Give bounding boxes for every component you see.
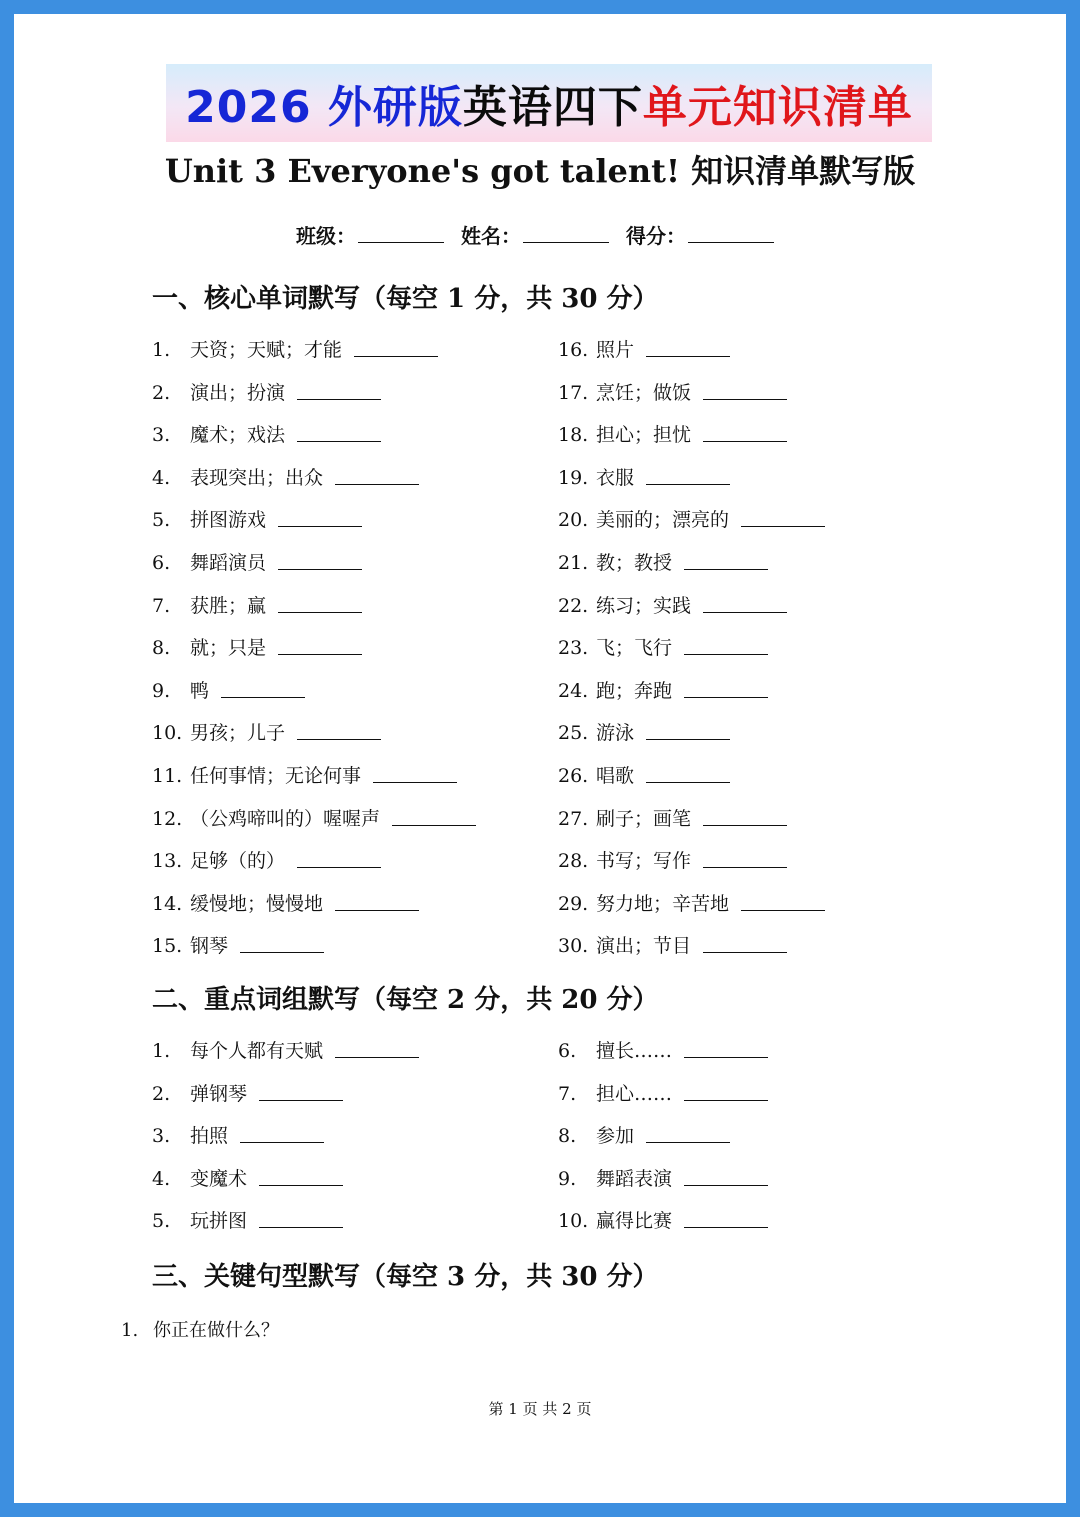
banner-part-1: 2026 外研版 (185, 82, 463, 133)
item-number: 11. (152, 765, 183, 787)
unit-subtitle: Unit 3 Everyone's got talent! 知识清单默写版 (164, 152, 916, 190)
item-text: 就；只是 (190, 637, 267, 660)
item-number: 6. (558, 1040, 577, 1062)
list-item (152, 1209, 343, 1233)
item-text: 唱歌 (596, 765, 635, 787)
list-item (558, 849, 787, 873)
item-text: 跑；奔跑 (596, 679, 673, 702)
answer-blank[interactable] (646, 764, 730, 783)
name-label: 姓名： (461, 224, 521, 248)
section-1-title: 一、核心单词默写（每空 1 分，共 30 分） (152, 284, 659, 314)
answer-blank[interactable] (240, 934, 324, 953)
answer-blank[interactable] (259, 1082, 343, 1101)
item-number: 9. (558, 1167, 577, 1190)
answer-blank[interactable] (684, 636, 768, 655)
list-item (152, 338, 438, 362)
sentence-item (121, 1316, 279, 1342)
item-text: 赢得比赛 (596, 1210, 673, 1233)
list-item (558, 381, 787, 405)
answer-blank[interactable] (335, 892, 419, 911)
answer-blank[interactable] (335, 466, 419, 485)
item-text: 练习；实践 (596, 594, 692, 617)
banner-part-2: 英语四下 (462, 82, 643, 133)
list-item (152, 594, 362, 618)
item-number: 5. (152, 509, 171, 532)
answer-blank[interactable] (240, 1124, 324, 1143)
score-blank[interactable] (688, 226, 774, 243)
student-info-line (14, 220, 1066, 249)
section-3-title: 三、关键句型默写（每空 3 分，共 30 分） (152, 1262, 659, 1292)
list-item (152, 892, 419, 916)
answer-blank[interactable] (684, 1167, 768, 1186)
item-number: 8. (558, 1125, 577, 1148)
answer-blank[interactable] (259, 1209, 343, 1228)
item-number: 3. (152, 1125, 171, 1148)
class-blank[interactable] (358, 226, 444, 243)
answer-blank[interactable] (703, 594, 787, 613)
item-text: 变魔术 (190, 1167, 248, 1190)
list-item (152, 764, 457, 788)
item-number: 21. (558, 552, 589, 574)
list-item (152, 1082, 343, 1106)
answer-blank[interactable] (703, 807, 787, 826)
item-number: 7. (152, 594, 171, 617)
item-number: 2. (152, 1082, 171, 1105)
answer-blank[interactable] (278, 636, 362, 655)
answer-blank[interactable] (684, 1209, 768, 1228)
item-text: 天资；天赋；才能 (190, 339, 343, 361)
item-text: 拼图游戏 (190, 509, 267, 532)
item-text: 足够（的） (190, 850, 286, 873)
answer-blank[interactable] (741, 508, 825, 527)
item-number: 8. (152, 637, 171, 660)
item-text: 舞蹈演员 (190, 552, 267, 574)
item-number: 3. (152, 424, 171, 447)
answer-blank[interactable] (703, 381, 787, 400)
answer-blank[interactable] (684, 1082, 768, 1101)
item-text: 参加 (596, 1125, 635, 1148)
list-item (558, 594, 787, 618)
item-text: 鸭 (190, 679, 210, 702)
item-text: 获胜；赢 (190, 594, 267, 617)
answer-blank[interactable] (373, 764, 457, 783)
item-text: 担心…… (596, 1082, 673, 1105)
item-number: 13. (152, 850, 183, 873)
item-text: 每个人都有天赋 (190, 1040, 324, 1062)
item-number: 23. (558, 637, 589, 660)
list-item (152, 466, 419, 490)
item-number: 10. (558, 1210, 589, 1233)
item-number: 2. (152, 381, 171, 404)
item-number: 27. (558, 807, 589, 830)
section-2-title: 二、重点词组默写（每空 2 分，共 20 分） (152, 985, 659, 1015)
item-number: 22. (558, 594, 589, 617)
item-text: 演出；节目 (596, 935, 692, 958)
item-number: 17. (558, 381, 589, 404)
list-item (152, 1124, 324, 1148)
item-text: 美丽的；漂亮的 (596, 509, 730, 532)
list-item (152, 423, 381, 447)
name-blank[interactable] (523, 226, 609, 243)
item-number: 25. (558, 722, 589, 745)
answer-blank[interactable] (684, 551, 768, 570)
item-number: 9. (152, 679, 171, 702)
list-item (558, 1167, 768, 1191)
item-number: 4. (152, 1167, 171, 1190)
answer-blank[interactable] (646, 466, 730, 485)
list-item (152, 807, 476, 831)
item-number: 16. (558, 339, 589, 361)
list-item (558, 508, 825, 532)
answer-blank[interactable] (297, 381, 381, 400)
title-banner (166, 64, 932, 142)
item-text: 教；教授 (596, 552, 673, 574)
answer-blank[interactable] (741, 892, 825, 911)
item-text: 钢琴 (190, 935, 229, 958)
answer-blank[interactable] (646, 1124, 730, 1143)
list-item (558, 1039, 768, 1063)
banner-part-3: 单元知识清单 (642, 82, 913, 133)
item-number: 19. (558, 466, 589, 489)
list-item (152, 679, 305, 703)
item-text: 魔术；戏法 (190, 424, 286, 447)
list-item (152, 934, 324, 958)
class-label: 班级： (296, 224, 357, 248)
list-item (558, 551, 768, 575)
answer-blank[interactable] (684, 679, 768, 698)
item-number: 5. (152, 1210, 171, 1233)
item-text: 飞；飞行 (596, 637, 673, 660)
item-text: 拍照 (190, 1125, 229, 1148)
item-text: 刷子；画笔 (596, 807, 692, 830)
item-text: 缓慢地；慢慢地 (190, 892, 324, 915)
list-item (558, 892, 825, 916)
item-number: 7. (558, 1082, 577, 1105)
item-text: 演出；扮演 (190, 381, 286, 404)
item-text: 任何事情；无论何事 (190, 765, 362, 787)
list-item (152, 1039, 419, 1063)
item-number: 24. (558, 679, 589, 702)
list-item (152, 849, 381, 873)
item-text: 担心；担忧 (596, 424, 692, 447)
score-label: 得分： (625, 224, 686, 248)
item-number: 1. (152, 339, 171, 361)
list-item (558, 764, 730, 788)
answer-blank[interactable] (278, 551, 362, 570)
item-number: 1. (152, 1040, 171, 1062)
item-text: 努力地；辛苦地 (596, 892, 730, 915)
answer-blank[interactable] (703, 849, 787, 868)
answer-blank[interactable] (297, 721, 381, 740)
answer-blank[interactable] (259, 1167, 343, 1186)
item-text: 弹钢琴 (190, 1082, 248, 1105)
item-text: 舞蹈表演 (596, 1167, 673, 1190)
item-number: 12. (152, 807, 183, 830)
item-number: 20. (558, 509, 589, 532)
answer-blank[interactable] (703, 423, 787, 442)
list-item (558, 338, 730, 362)
answer-blank[interactable] (278, 508, 362, 527)
item-text: 擅长…… (596, 1040, 673, 1062)
item-text: 玩拼图 (190, 1210, 248, 1233)
item-text: 衣服 (596, 466, 635, 489)
answer-blank[interactable] (297, 423, 381, 442)
list-item (152, 508, 362, 532)
item-number: 18. (558, 424, 589, 447)
list-item (558, 679, 768, 703)
item-text: 照片 (596, 339, 635, 361)
answer-blank[interactable] (646, 721, 730, 740)
answer-blank[interactable] (646, 338, 730, 357)
list-item (558, 807, 787, 831)
list-item (152, 636, 362, 660)
answer-blank[interactable] (278, 594, 362, 613)
item-text: 你正在做什么？ (153, 1320, 279, 1341)
item-number: 29. (558, 892, 589, 915)
item-number: 26. (558, 765, 589, 787)
worksheet-page (14, 14, 1066, 1503)
answer-blank[interactable] (335, 1039, 419, 1058)
item-text: （公鸡啼叫的）喔喔声 (190, 807, 381, 830)
answer-blank[interactable] (703, 934, 787, 953)
item-number: 4. (152, 466, 171, 489)
page-footer: 第 1 页 共 2 页 (488, 1400, 592, 1418)
list-item (152, 381, 381, 405)
item-number: 6. (152, 552, 171, 574)
list-item (558, 466, 730, 490)
list-item (558, 721, 730, 745)
list-item (558, 423, 787, 447)
item-text: 表现突出；出众 (190, 466, 324, 489)
list-item (558, 1209, 768, 1233)
item-number: 30. (558, 935, 589, 958)
item-text: 书写；写作 (596, 850, 692, 873)
item-number: 14. (152, 892, 183, 915)
list-item (558, 1124, 730, 1148)
item-text: 游泳 (596, 722, 635, 745)
list-item (152, 721, 381, 745)
answer-blank[interactable] (392, 807, 476, 826)
answer-blank[interactable] (297, 849, 381, 868)
answer-blank[interactable] (684, 1039, 768, 1058)
item-text: 男孩；儿子 (190, 722, 286, 745)
item-number: 10. (152, 722, 183, 745)
list-item (152, 1167, 343, 1191)
item-number: 1. (121, 1320, 139, 1341)
list-item (558, 636, 768, 660)
list-item (558, 1082, 768, 1106)
list-item (558, 934, 787, 958)
answer-blank[interactable] (221, 679, 305, 698)
item-text: 烹饪；做饭 (596, 381, 692, 404)
item-number: 15. (152, 935, 183, 958)
item-number: 28. (558, 850, 589, 873)
list-item (152, 551, 362, 575)
answer-blank[interactable] (354, 338, 438, 357)
